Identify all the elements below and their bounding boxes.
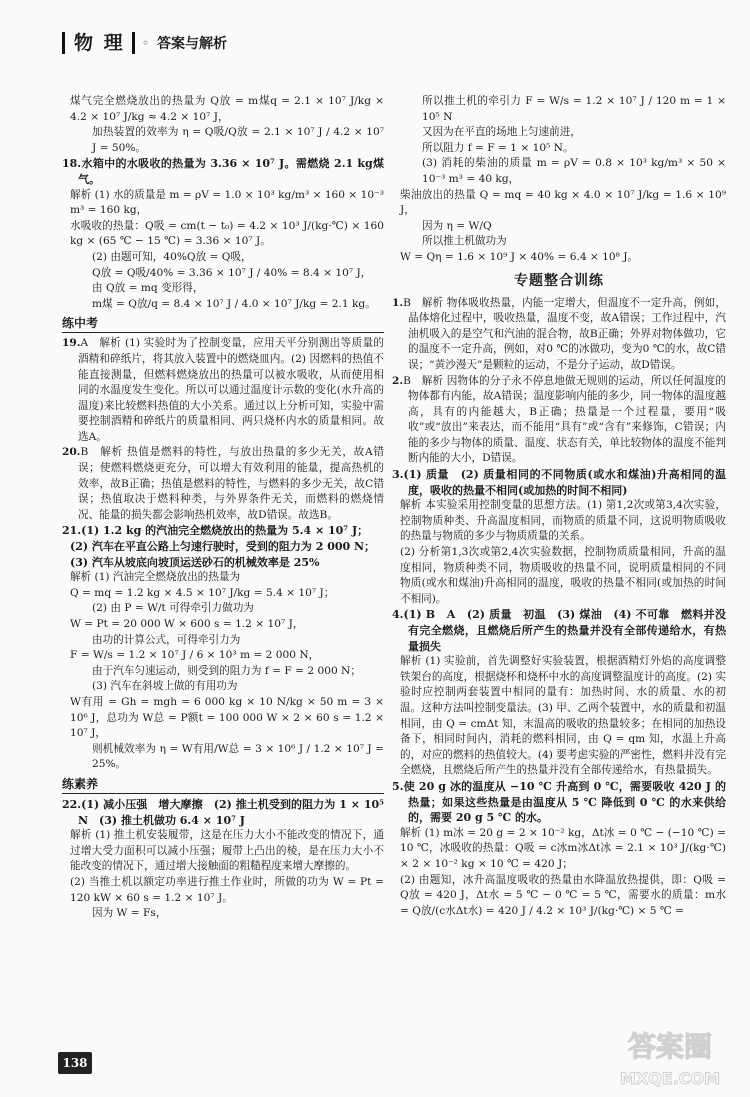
header-ornament-icon: ◦ bbox=[142, 36, 150, 50]
answer-text: 解析 (1) 水的质量是 m = ρV = 1.0 × 10³ kg/m³ × 160 × 10⁻³ m³ = 160 kg， bbox=[70, 188, 384, 217]
header-bar-left bbox=[62, 32, 65, 54]
solution-line bbox=[62, 125, 384, 156]
solution-line bbox=[392, 498, 726, 545]
solution-line bbox=[62, 828, 384, 875]
question-number: 19. bbox=[62, 337, 81, 350]
solution-line bbox=[62, 250, 384, 266]
answer-text: B 解析 因物体的分子永不停息地做无规则的运动，所以任何温度的物体都有内能，故A错误；温度影响内能的多少，同一物体的温度越高，具有的内能越大，B正确；热量是一个过程量，要用“吸收”或“放出”来表达，而不能用“具有”或“含有”来修饰，C错误；内能的多少与物体的质量、温度、状态有关，单比较物体的温度不能判断内能的大小，D错误。 bbox=[403, 374, 726, 465]
answer-text: 解析 (1) m冰 = 20 g = 2 × 10⁻² kg，Δt冰 = 0 ℃ − (−10 ℃) = 10 ℃，冰吸收的热量：Q吸 = c冰m冰Δt冰 = 2.1 × 10³ J/(kg·℃) × 2 × 10⁻² kg × 10 ℃ = 420 J； bbox=[400, 826, 726, 870]
question-number: 21. bbox=[62, 524, 82, 538]
watermark-logo bbox=[600, 1022, 740, 1092]
solution-line bbox=[62, 906, 384, 922]
answer-text: 解析 本实验采用控制变量的思想方法。(1) 第1,2次或第3,4次实验，控制物质种类、升高温度相同，而物质的质量不同，这说明物质吸收的热量与物质的多少与物质质量的关系。 bbox=[400, 499, 726, 543]
question-answer bbox=[392, 467, 726, 498]
answer-text: 则机械效率为 η = W有用/W总 = 3 × 10⁶ J / 1.2 × 10⁷ J = 25%。 bbox=[92, 742, 384, 771]
answer-text: (2) 当推土机以额定功率进行推土作业时，所做的功为 W = Pt = 120 kW × 60 s = 1.2 × 10⁷ J。 bbox=[70, 875, 384, 904]
question-number: 4. bbox=[392, 608, 404, 622]
section-heading: 练素养 bbox=[62, 776, 384, 794]
answer-text: (2) 汽车在平直公路上匀速行驶时，受到的阻力为 2 000 N； bbox=[70, 540, 376, 554]
solution-line bbox=[392, 94, 726, 125]
left-column bbox=[62, 94, 384, 1049]
answer-text: W = Pt = 20 000 W × 600 s = 1.2 × 10⁷ J， bbox=[70, 618, 304, 630]
answer-text: W = Qη = 1.6 × 10⁹ J × 40% = 6.4 × 10⁸ J。 bbox=[400, 250, 639, 263]
section-heading: 练中考 bbox=[62, 315, 384, 333]
answer-text: F = W/s = 1.2 × 10⁷ J / 6 × 10³ m = 2 000 N， bbox=[70, 649, 320, 662]
solution-line bbox=[392, 156, 726, 187]
answer-text: 又因为在平直的场地上匀速前进， bbox=[422, 126, 581, 139]
solution-line bbox=[62, 742, 384, 773]
question-number: 2. bbox=[392, 374, 404, 387]
solution-line bbox=[62, 570, 384, 586]
solution-line bbox=[392, 234, 726, 250]
answer-text: B 解析 热值是燃料的特性，与放出热量的多少无关，故A错误；使燃料燃烧更充分，可以增大有效利用的能量，提高热机的效率，故B正确；热值是燃料的特性，与燃料的多少无关，故C错误；热值取决于燃料种类，与外界条件无关，而燃料的燃烧情况、能量的损失都会影响热机效率，故D错误。故选B。 bbox=[78, 446, 384, 521]
answer-text: 所以阻力 f = F = 1 × 10⁵ N。 bbox=[422, 141, 574, 154]
page-header bbox=[22, 30, 728, 60]
question-number: 5. bbox=[392, 779, 404, 793]
svg-text:MXQE.COM: MXQE.COM bbox=[619, 1069, 721, 1088]
question-answer bbox=[392, 779, 726, 826]
answer-text: 所以推土机的牵引力 F = W/s = 1.2 × 10⁷ J / 120 m = 1 × 10⁵ N bbox=[422, 95, 726, 123]
solution-line bbox=[62, 297, 384, 313]
solution-line bbox=[62, 695, 384, 742]
solution-line bbox=[392, 545, 726, 607]
solution-line bbox=[62, 281, 384, 297]
page-number: 138 bbox=[58, 1052, 92, 1074]
answer-text: 所以推土机做功为 bbox=[422, 235, 507, 248]
answer-text: 水箱中的水吸收的热量为 3.36 × 10⁷ J。需燃烧 2.1 kg煤气。 bbox=[78, 157, 384, 186]
question-answer bbox=[62, 445, 384, 523]
solution-line bbox=[392, 826, 726, 873]
solution-line bbox=[392, 125, 726, 141]
solution-line bbox=[392, 654, 726, 779]
answer-text: 解析 (1) 实验前，首先调整好实验装置，根据酒精灯外焰的高度调整铁架台的高度，根据烧杯和烧杯中水的高度调整温度计的高度。(2) 实验时应控制两套装置中相同的量有：加热时间、水的质量、水的初温。这种方法叫控制变量法。(3) 甲、乙两个装置中，水的质量和初温相同，由 Q = cmΔt 知，末温高的吸收的热量较多；在相同的加热设备下，相同时间内，消耗的燃料相同，由 Q = qm 知，水温上升高的，对应的燃料的热值较大。(4) 要考虑实验的严密性，燃料并没有完全燃烧，且燃烧后所产生的热量并没有全部传递给水，有热量损失。 bbox=[400, 655, 726, 777]
answer-text: Q放 = Q吸/40% = 3.36 × 10⁷ J / 40% = 8.4 × 10⁷ J， bbox=[92, 266, 372, 279]
question-answer bbox=[392, 374, 726, 468]
question-answer bbox=[62, 797, 384, 828]
solution-line bbox=[62, 617, 384, 633]
solution-line bbox=[392, 188, 726, 219]
solution-line bbox=[392, 219, 726, 235]
solution-line bbox=[62, 875, 384, 906]
answer-text: 水吸收的热量：Q吸 = cm(t − t₀) = 4.2 × 10³ J/(kg·℃) × 160 kg × (65 ℃ − 15 ℃) = 3.36 × 10⁷ J。 bbox=[70, 219, 384, 248]
answer-text: (2) 由题可知，40%Q放 = Q吸， bbox=[92, 250, 252, 263]
answer-text: 解析 (1) 汽油完全燃烧放出的热量为 bbox=[70, 571, 241, 584]
answer-text: (2) 由题知，冰升高温度吸收的热量由水降温放热提供，即：Q吸 = Q放 = 420 J，Δt水 = 5 ℃ − 0 ℃ = 5 ℃，需要水的质量：m水 = Q放/(c水Δt水) = 420 J / 4.2 × 10³ J/(kg·℃) × 5 ℃ = bbox=[400, 873, 726, 917]
solution-line bbox=[62, 664, 384, 680]
answer-text: 加热装置的效率为 η = Q吸/Q放 = 2.1 × 10⁷ J / 4.2 × 10⁷ J = 50%。 bbox=[92, 126, 384, 154]
question-number: 1. bbox=[392, 296, 404, 309]
answer-text: Q = mq = 1.2 kg × 4.5 × 10⁷ J/kg = 5.4 × 10⁷ J； bbox=[70, 586, 335, 599]
answer-text: 解析 (1) 推土机安装履带，这是在压力大小不能改变的情况下，通过增大受力面积可以减小压强；履带上凸出的棱，是在压力大小不能改变的情况下，通过增大接触面的粗糙程度来增大摩擦的。 bbox=[70, 829, 384, 873]
answer-text: W有用 = Gh = mgh = 6 000 kg × 10 N/kg × 50 m = 3 × 10⁶ J，总功为 W总 = P额t = 100 000 W × 2 × 60 s = 1.2 × 10⁷ J， bbox=[70, 695, 384, 740]
solution-line bbox=[62, 94, 384, 125]
subject-title: 物 理 bbox=[74, 32, 125, 54]
answer-text: 由 Q放 = mq 变形得， bbox=[92, 282, 204, 295]
question-number: 22. bbox=[62, 797, 82, 811]
answer-text: A 解析 (1) 实验时为了控制变量，应用天平分别测出等质量的酒精和碎纸片，将其放入装置中的燃烧皿内。(2) 因燃料的热值不能直接测量，但燃料燃烧放出的热量可以被水吸收，从而使用相同的水温度发生变化。所以可以通过温度计示数的变化(水升高的温度)来比较燃料热值的大小关系。通过以上分析可知，实验中需要控制酒精和碎纸片的质量相同、两只烧杯内水的质量相同。故选A。 bbox=[78, 337, 384, 443]
question-number: 18. bbox=[62, 157, 82, 171]
answer-text: 使 20 g 冰的温度从 −10 ℃ 升高到 0 ℃，需要吸收 420 J 的热量；如果这些热量是由温度从 5 ℃ 降低到 0 ℃ 的水来供给的，需要 20 g 5 ℃ 的水。 bbox=[403, 779, 726, 825]
answer-text: B 解析 物体吸收热量，内能一定增大，但温度不一定升高，例如，晶体熔化过程中，吸收热量，温度不变，故A错误；工作过程中，汽油机吸入的是空气和汽油的混合物，故B正确；外界对物体做功，它的温度不一定升高，例如，对0 ℃的冰做功，变为0 ℃的水，故C错误；“黄沙漫天”是颗粒的运动，不是分子运动，故D错误。 bbox=[403, 296, 726, 371]
section-title: 答案与解析 bbox=[157, 36, 227, 52]
solution-line bbox=[392, 250, 726, 266]
answer-text: (3) 汽车在斜坡上做的有用功为 bbox=[92, 680, 238, 693]
right-column bbox=[392, 94, 726, 1049]
answer-text: (3) 汽车从坡底向坡顶运送砂石的机械效率是 25% bbox=[70, 555, 320, 569]
answer-text: 由功的计算公式，可得牵引力为 bbox=[92, 633, 241, 646]
answer-text: (2) 分析第1,3次或第2,4次实验数据，控制物质质量相同，升高的温度相同，物质种类不同，物质吸收的热量不同，说明质量相同的不同物质(或水和煤油)升高相同的温度，吸收的热量不相同(或加热的时间不相同)。 bbox=[400, 546, 726, 605]
solution-line bbox=[392, 873, 726, 920]
question-answer bbox=[62, 156, 384, 187]
solution-line bbox=[392, 141, 726, 157]
header-bar-right bbox=[132, 32, 135, 54]
question-number: 20. bbox=[62, 446, 81, 459]
answer-text: (1) 质量 (2) 质量相同的不同物质(或水和煤油)升高相同的温度，吸收的热量不相同(或加热的时间不相同) bbox=[403, 468, 726, 497]
question-answer bbox=[62, 336, 384, 445]
svg-text:答案圈: 答案圈 bbox=[627, 1030, 713, 1063]
solution-line bbox=[62, 266, 384, 282]
solution-line bbox=[62, 188, 384, 219]
answer-text: (1) 减小压强 增大摩擦 (2) 推土机受到的阻力为 1 × 10⁵ N (3) 推土机做功 6.4 × 10⁷ J bbox=[78, 797, 384, 827]
chapter-title: 专题整合训练 bbox=[514, 272, 604, 289]
solution-line bbox=[62, 633, 384, 649]
solution-line bbox=[62, 648, 384, 664]
answer-text: (1) B A (2) 质量 初温 (3) 煤油 (4) 不可靠 燃料并没有完全燃烧，且燃烧后所产生的热量并没有全部传递给水，有热量损失 bbox=[403, 608, 726, 653]
answer-text: 柴油放出的热量 Q = mq = 40 kg × 4.0 × 10⁷ J/kg = 1.6 × 10⁹ J， bbox=[400, 188, 726, 217]
answer-text: 由于汽车匀速运动，则受到的阻力为 f = F = 2 000 N； bbox=[92, 664, 361, 677]
solution-line bbox=[62, 539, 384, 555]
answer-text: m煤 = Q放/q = 8.4 × 10⁷ J / 4.0 × 10⁷ J/kg = 2.1 kg。 bbox=[92, 297, 376, 310]
solution-line bbox=[62, 601, 384, 617]
question-answer bbox=[62, 523, 384, 539]
question-number: 3. bbox=[392, 468, 404, 482]
answer-text: 因为 η = W/Q bbox=[422, 219, 492, 232]
solution-line bbox=[62, 679, 384, 695]
solution-line bbox=[62, 219, 384, 250]
question-answer bbox=[392, 296, 726, 374]
answer-text: 煤气完全燃烧放出的热量为 Q放 = m煤q = 2.1 × 10⁷ J/kg × 4.2 × 10⁷ J/kg ≈ 4.2 × 10⁷ J， bbox=[70, 95, 384, 123]
solution-line bbox=[62, 555, 384, 571]
solution-line bbox=[62, 586, 384, 602]
answer-text: 因为 W = Fs， bbox=[92, 907, 167, 920]
answer-text: (1) 1.2 kg 的汽油完全燃烧放出的热量为 5.4 × 10⁷ J； bbox=[81, 524, 369, 538]
answer-text: (3) 消耗的柴油的质量 m = ρV = 0.8 × 10³ kg/m³ × 50 × 10⁻³ m³ = 40 kg， bbox=[422, 157, 726, 185]
question-answer bbox=[392, 607, 726, 654]
answer-text: (2) 由 P = W/t 可得牵引力做功为 bbox=[92, 602, 254, 615]
